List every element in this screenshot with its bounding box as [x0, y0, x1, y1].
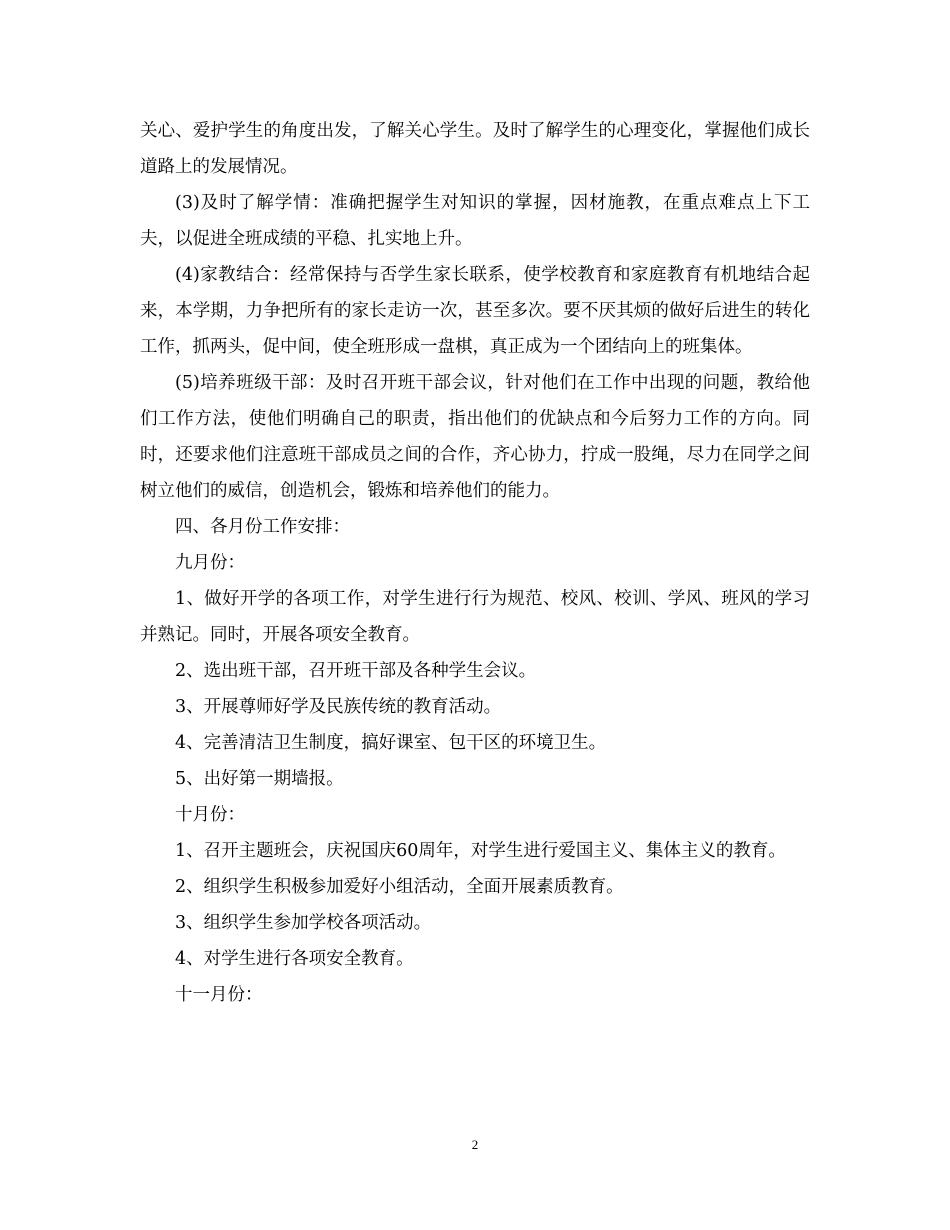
list-item: 1、召开主题班会，庆祝国庆60周年，对学生进行爱国主义、集体主义的教育。: [175, 841, 786, 861]
list-item: 5、出好第一期墙报。: [175, 769, 344, 789]
list-item: 3、开展尊师好学及民族传统的教育活动。: [175, 697, 502, 717]
list-item: 3、组织学生参加学校各项活动。: [175, 913, 432, 933]
paragraph-item-4: (4)家教结合：经常保持与否学生家长联系，使学校教育和家庭教育有机地结合起来，本学期，力争把所有的家长走访一次，甚至多次。要不厌其烦的做好后进生的转化工作，抓两头，促中间，使全班形成一盘棋，真正成为一个团结向上的班集体。: [140, 265, 810, 357]
paragraph-continuation: 关心、爱护学生的角度出发，了解关心学生。及时了解学生的心理变化，掌握他们成长道路上的发展情况。: [140, 121, 810, 177]
document-body: [140, 113, 810, 1013]
list-item: 1、做好开学的各项工作，对学生进行行为规范、校风、校训、学风、班风的学习并熟记。同时，开展各项安全教育。: [140, 589, 810, 645]
month-heading-october: 十月份：: [175, 805, 245, 825]
section-heading: 四、各月份工作安排：: [175, 517, 350, 537]
paragraph-item-5: (5)培养班级干部：及时召开班干部会议，针对他们在工作中出现的问题，教给他们工作方法，使他们明确自己的职责，指出他们的优缺点和今后努力工作的方向。同时，还要求他们注意班干部成员之间的合作，齐心协力，拧成一股绳，尽力在同学之间树立他们的威信，创造机会，锻炼和培养他们的能力。: [140, 373, 810, 501]
month-heading-november: 十一月份：: [175, 985, 263, 1005]
list-item: 4、完善清洁卫生制度，搞好课室、包干区的环境卫生。: [175, 733, 607, 753]
list-item: 2、组织学生积极参加爱好小组活动，全面开展素质教育。: [175, 877, 624, 897]
list-item: 4、对学生进行各项安全教育。: [175, 949, 414, 969]
page-number: 2: [471, 1137, 479, 1152]
list-item: 2、选出班干部，召开班干部及各种学生会议。: [175, 661, 537, 681]
paragraph-item-3: (3)及时了解学情：准确把握学生对知识的掌握，因材施教，在重点难点上下工夫，以促进全班成绩的平稳、扎实地上升。: [140, 193, 810, 249]
month-heading-september: 九月份：: [175, 553, 245, 573]
